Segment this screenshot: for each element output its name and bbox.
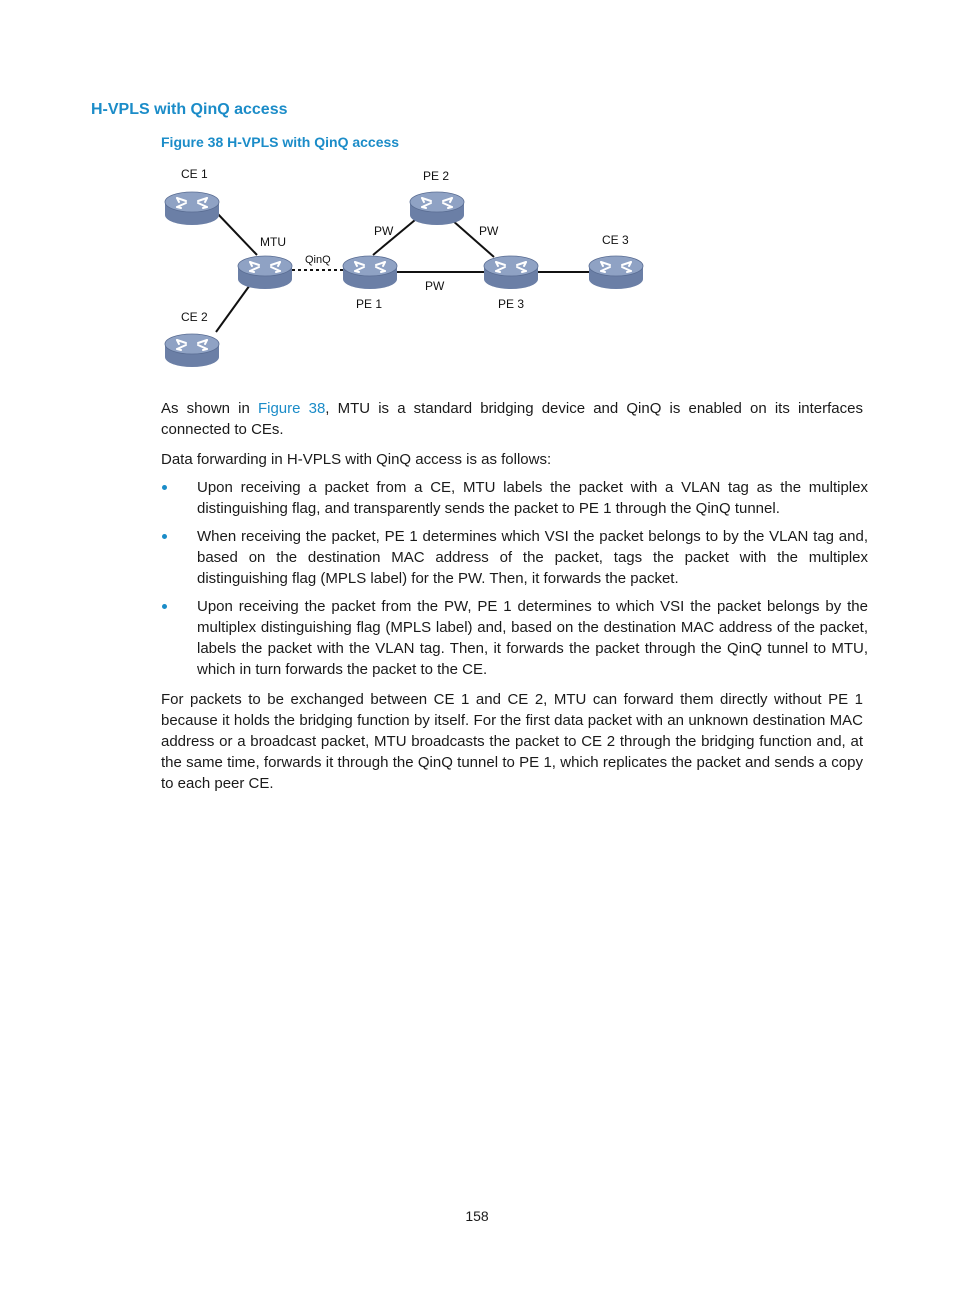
- label-ce2: CE 2: [181, 310, 208, 324]
- router-pe3-icon: [484, 256, 538, 289]
- paragraph-intro-end: , MTU is a standard bridging device and QinQ is enabled on its interfaces connected to CEs.: [161, 400, 863, 438]
- page-number: 158: [465, 1208, 489, 1224]
- list-item: [161, 596, 868, 680]
- list-item: [161, 526, 868, 589]
- label-ce1: CE 1: [181, 167, 208, 181]
- paragraph-mtu-bridging: For packets to be exchanged between CE 1 and CE 2, MTU can forward them directly without PE 1 because it holds the bridging function by itself. For the first data packet with an unknown destination MAC address or a broadcast packet, MTU broadcasts the packet to CE 2 through the bridging function and, at the same time, forwards it through the QinQ tunnel to PE 1, which replicates the packet and sends a copy to each peer CE.: [161, 691, 863, 792]
- label-qinq: QinQ: [305, 254, 331, 266]
- section-title: H-VPLS with QinQ access: [91, 101, 288, 118]
- label-pw-pe1-pe3: PW: [425, 279, 445, 293]
- router-pe2-icon: [410, 192, 464, 225]
- figure-38-link[interactable]: Figure 38: [257, 400, 326, 417]
- router-ce2-icon: [165, 334, 219, 367]
- label-pe3: PE 3: [498, 297, 525, 311]
- list-item-text: Upon receiving the packet from the PW, PE 1 determines to which VSI the packet belongs by the multiplex distinguishing flag (MPLS label) and, based on the destination MAC address of the packet, labels the packet with the VLAN tag. Then, it forwards the packet through the QinQ tunnel to MTU, which in turn forwards the packet to the CE.: [197, 598, 868, 678]
- forwarding-steps-list: [161, 477, 868, 687]
- bullet-icon: [162, 485, 167, 490]
- bullet-icon: [162, 534, 167, 539]
- list-item-text: When receiving the packet, PE 1 determines which VSI the packet belongs to by the VLAN tag and, based on the destination MAC address of the packet, tags the packet with the multiplex distinguishing flag (MPLS label) for the PW. Then, it forwards the packet.: [197, 528, 868, 587]
- list-item-text: Upon receiving a packet from a CE, MTU labels the packet with a VLAN tag as the multiplex distinguishing flag, and transparently sends the packet to PE 1 through the QinQ tunnel.: [197, 479, 868, 517]
- label-pw-pe2-pe3: PW: [479, 224, 499, 238]
- link-ce1-mtu: [216, 212, 257, 255]
- list-item: [161, 477, 868, 519]
- router-mtu-icon: [238, 256, 292, 289]
- router-ce1-icon: [165, 192, 219, 225]
- label-ce3: CE 3: [602, 233, 629, 247]
- label-pe1: PE 1: [356, 297, 383, 311]
- label-pw-pe1-pe2: PW: [374, 224, 394, 238]
- paragraph-intro: [161, 398, 863, 440]
- label-pe2: PE 2: [423, 169, 450, 183]
- router-ce3-icon: [589, 256, 643, 289]
- paragraph-forwarding-intro: Data forwarding in H-VPLS with QinQ access is as follows:: [161, 451, 552, 468]
- figure-caption: Figure 38 H-VPLS with QinQ access: [161, 134, 400, 150]
- network-diagram: [150, 160, 670, 375]
- paragraph-intro-start: As shown in: [161, 400, 258, 417]
- bullet-icon: [162, 604, 167, 609]
- label-mtu: MTU: [260, 235, 286, 249]
- router-pe1-icon: [343, 256, 397, 289]
